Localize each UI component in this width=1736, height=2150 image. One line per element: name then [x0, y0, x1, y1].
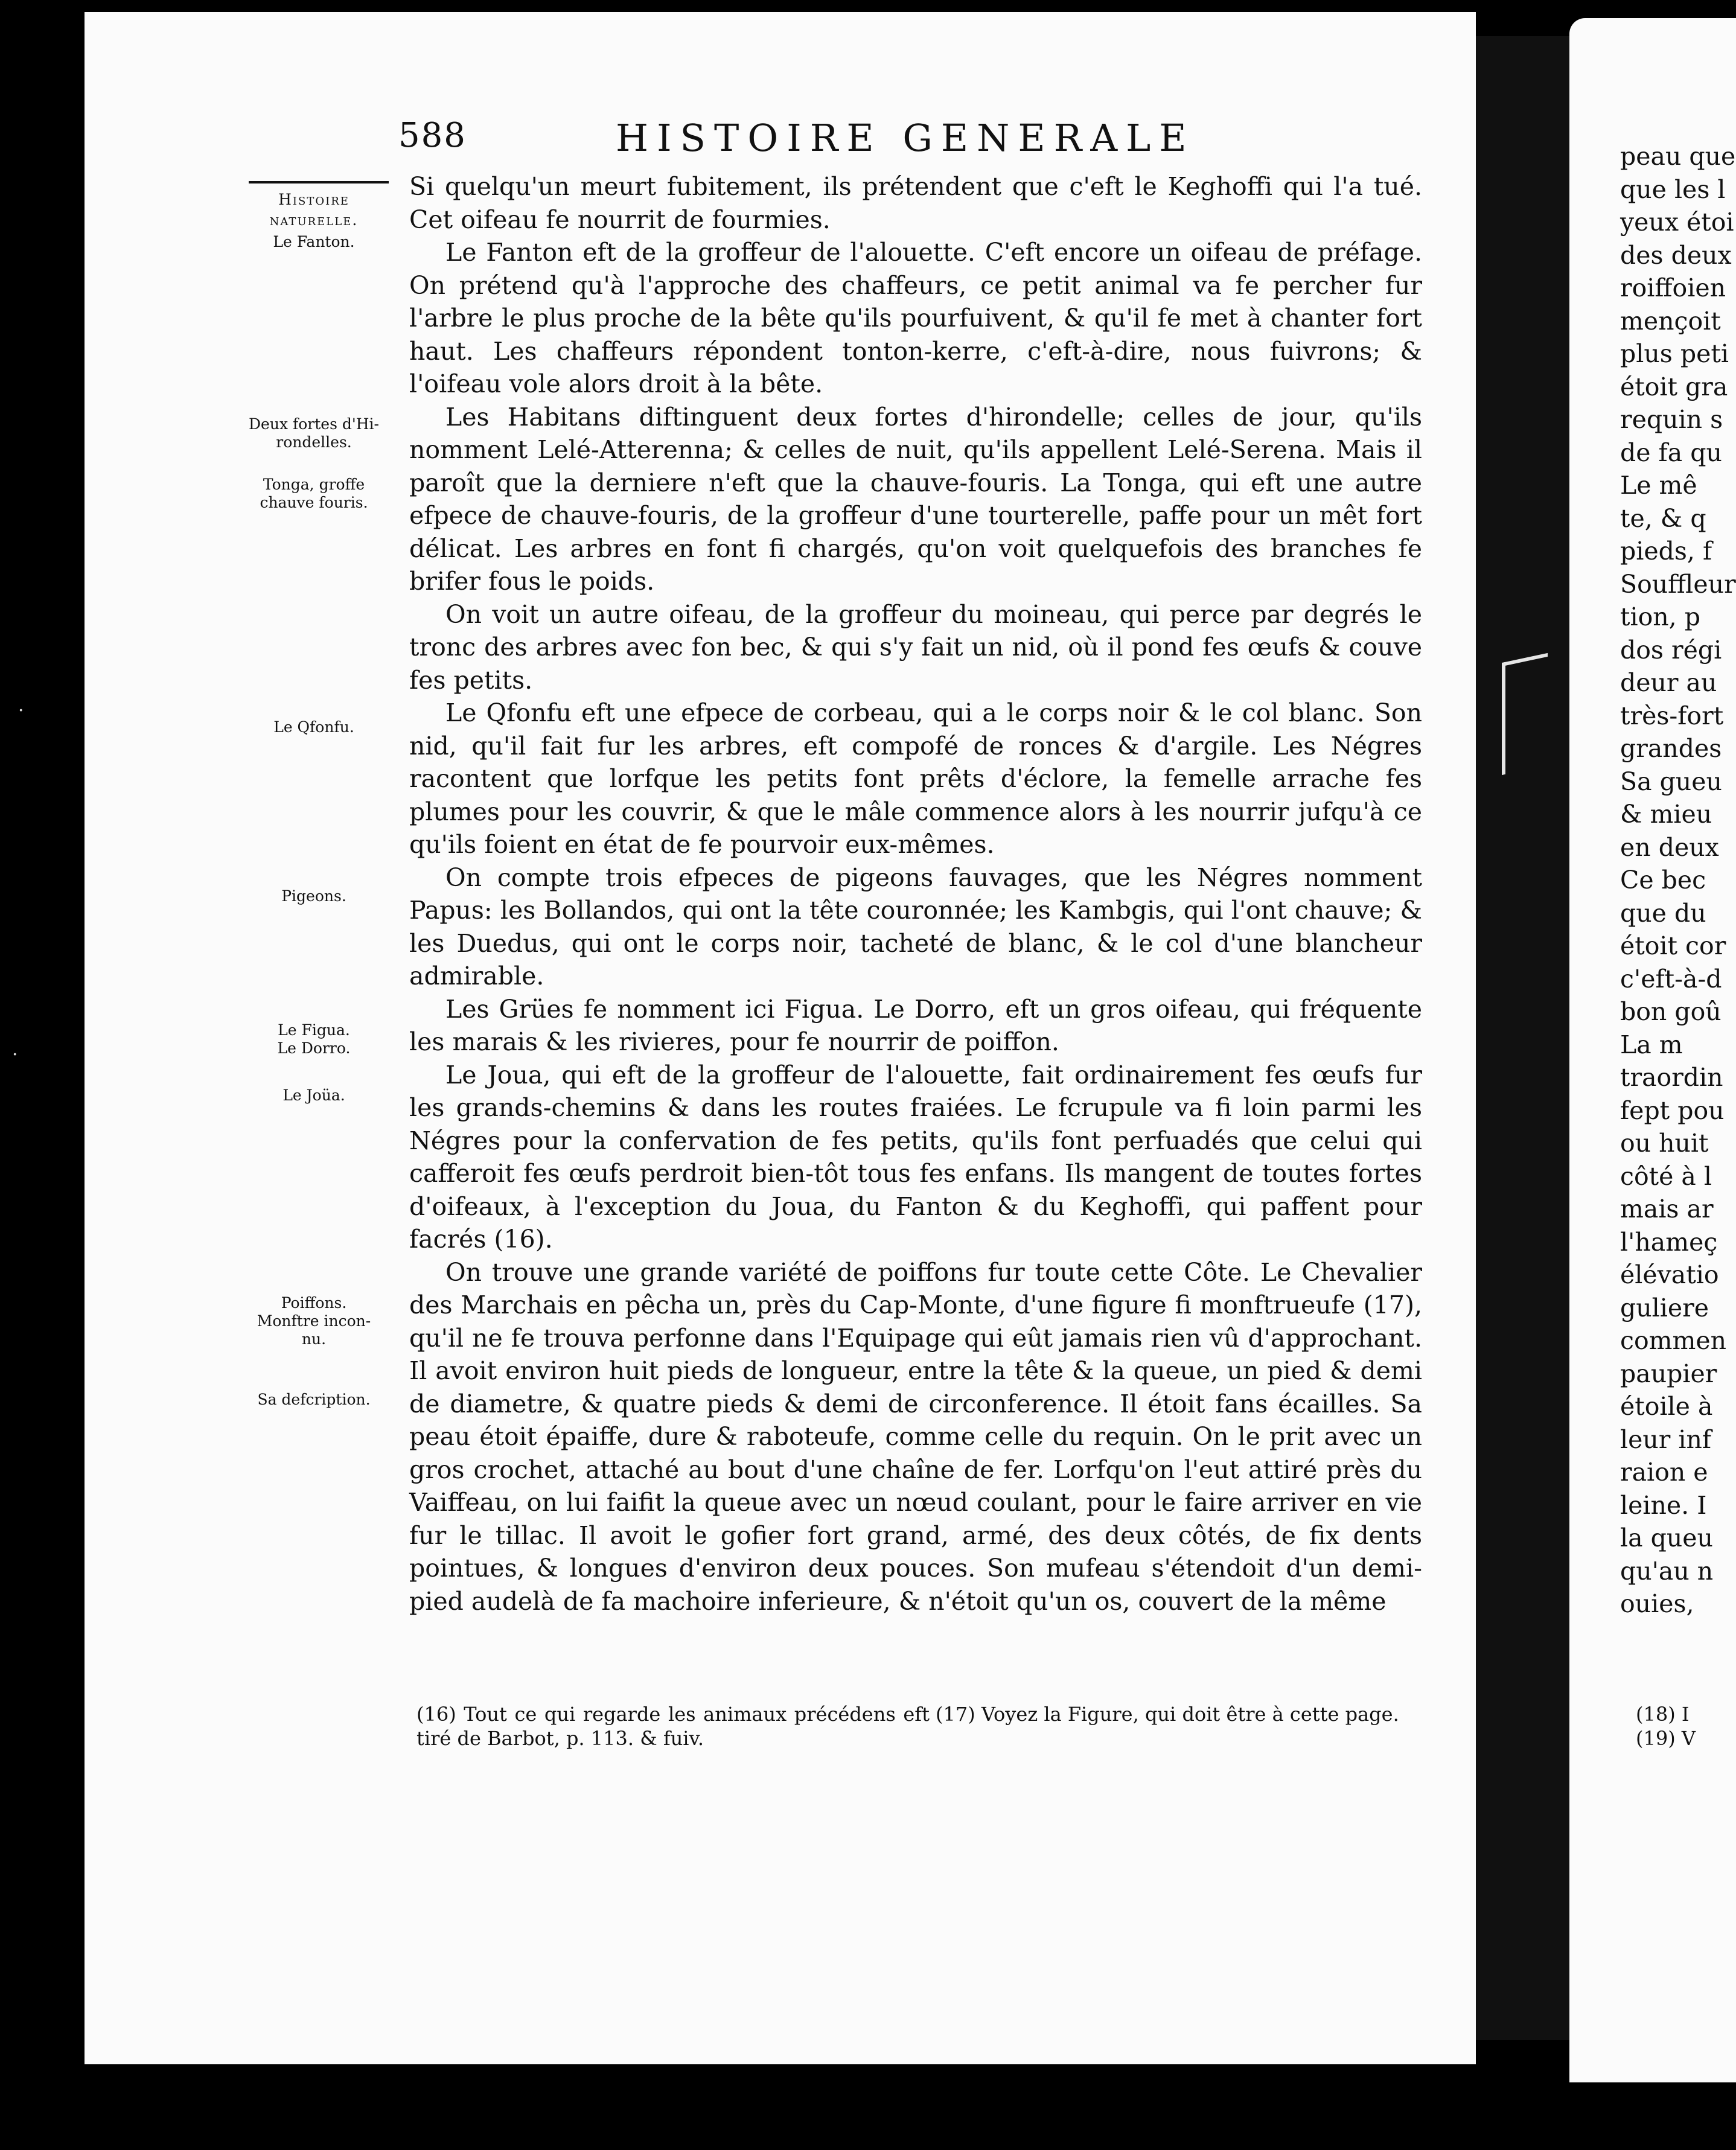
right-page-line: La m: [1620, 1030, 1683, 1059]
sidenote-figua: Le Figua.: [278, 1021, 350, 1039]
right-page-line: mençoit: [1620, 306, 1721, 336]
gutter-mark: [1502, 653, 1548, 775]
sidenote-description: Sa defcription.: [257, 1391, 371, 1408]
sidenote-naturelle: naturelle.: [269, 211, 359, 229]
sidenote-hirondelles-cont: rondelles.: [276, 433, 352, 451]
sidenote-fanton: Le Fanton.: [273, 233, 355, 250]
page-header: [398, 116, 1231, 164]
right-page-line: l'hameç: [1620, 1227, 1718, 1257]
right-page-line: étoit cor: [1620, 931, 1726, 960]
body-text: [409, 170, 1422, 1618]
right-page-footnotes: [1636, 1702, 1696, 1750]
right-page-line: requin s: [1620, 405, 1723, 434]
margin-speck: ·: [18, 700, 24, 721]
right-page-line: de fa qu: [1620, 438, 1722, 467]
right-page-line: Le mê: [1620, 471, 1697, 500]
sidenote-pigeons: Pigeons.: [281, 887, 346, 905]
sidenote-rule: [249, 181, 389, 183]
right-page-line: élévatio: [1620, 1260, 1719, 1289]
paragraph: Le Fanton eft de la groffeur de l'alouette. C'eft encore un oifeau de préfage. On prétend qu'à l'approche des chaffeurs, ce petit animal va fe percher fur l'arbre le plus proche de la bête qu'ils pourfuivent, & qu'il fe met à chanter fort haut. Les chaffeurs répondent tonton-kerre, c'eft-à-dire, nous fuivrons; & l'oifeau vole alors droit à la bête.: [409, 238, 1422, 398]
sidenote-qfonfu: Le Qfonfu.: [273, 718, 354, 736]
right-page-line: guliere: [1620, 1293, 1709, 1322]
right-page-line: plus peti: [1620, 339, 1729, 368]
right-page-line: deur au: [1620, 668, 1717, 697]
right-page-footnote: (19) V: [1636, 1727, 1696, 1750]
right-page-text: [1620, 140, 1736, 1621]
page-number: 588: [398, 116, 467, 155]
right-page-line: paupier: [1620, 1359, 1717, 1388]
paragraph: Les Grües fe nomment ici Figua. Le Dorro, eft un gros oifeau, qui fréquente les marais & les rivieres, pour fe nourrir de poiffon.: [409, 994, 1422, 1056]
right-page-line: & mieu: [1620, 800, 1712, 829]
sidenote-joua: Le Joüa.: [282, 1086, 345, 1104]
margin-speck: ·: [12, 1044, 18, 1065]
right-page-line: fept pou: [1620, 1096, 1725, 1125]
right-page-line: étoit gra: [1620, 372, 1728, 401]
sidenote-tonga-cont: chauve fouris.: [260, 494, 368, 511]
sidenote-monstre: Monftre incon-: [257, 1312, 371, 1330]
right-page-line: que du: [1620, 898, 1706, 928]
sidenote-hirondelles: Deux fortes d'Hi-: [249, 415, 379, 433]
right-page-line: tion, p: [1620, 602, 1700, 631]
footnote-17: (17) Voyez la Figure, qui doit être à cette page.: [936, 1703, 1399, 1726]
footnote-16: (16) Tout ce qui regarde les animaux précédens eft tiré de Barbot, p. 113. & fuiv.: [416, 1703, 930, 1750]
sidenote-tonga: Tonga, groffe: [263, 476, 365, 493]
paragraph: On trouve une grande variété de poiffons fur toute cette Côte. Le Chevalier des Marchais en pêcha un, près du Cap-Monte, d'une figure fi monftrueufe (17), qu'il ne fe trouva perfonne dans l'Equipage qui eût jamais rien vû d'approchant. Il avoit environ huit pieds de longueur, entre la tête & la queue, un pied & demi de diametre, & quatre pieds & demi de circonference. Il étoit fans écailles. Sa peau étoit épaiffe, dure & raboteufe, comme celle du requin. On le prit avec un gros crochet, attaché au bout d'une chaîne de fer. Lorfqu'on l'eut attiré près du Vaiffeau, on lui faifit la queue avec un nœud coulant, pour le faire arriver en vie fur le tillac. Il avoit le gofier fort grand, armé, des deux côtés, de fix dents pointues, & longues d'environ deux pouces. Son mufeau s'étendoit d'un demi-pied audelà de fa machoire inferieure, & n'étoit qu'un os, couvert de la même: [409, 1257, 1422, 1616]
right-page-line: Ce bec: [1620, 866, 1706, 895]
right-page-line: en deux: [1620, 832, 1719, 862]
right-page-line: dos régi: [1620, 635, 1722, 665]
right-page-line: c'eft-à-d: [1620, 964, 1722, 994]
right-page-line: des deux: [1620, 240, 1732, 270]
right-page-line: yeux étoi: [1620, 208, 1734, 237]
sidenote-monstre-cont: nu.: [301, 1330, 327, 1348]
right-page-line: qu'au n: [1620, 1556, 1714, 1586]
right-page-line: Souffleur: [1620, 569, 1736, 599]
right-page-line: raion e: [1620, 1458, 1708, 1487]
right-page-line: leur inf: [1620, 1424, 1712, 1454]
right-page-line: te, & q: [1620, 503, 1706, 533]
right-page-footnote: (18) I: [1636, 1703, 1690, 1726]
right-page-line: roiffoien: [1620, 273, 1726, 302]
paragraph: Le Qfonfu eft une efpece de corbeau, qui a le corps noir & le col blanc. Son nid, qu'il fait fur les arbres, eft compofé de ronces & d'argile. Les Négres racontent que lorfque les petits font prêts d'éclore, la femelle arrache fes plumes pour les couvrir, & que le mâle commence alors à les nourrir jufqu'à ce qu'ils foient en état de fe pourvoir eux-mêmes.: [409, 698, 1422, 859]
right-page-line: Sa gueu: [1620, 767, 1722, 796]
sidenote-dorro: Le Dorro.: [277, 1039, 351, 1057]
right-page-line: ouies,: [1620, 1589, 1694, 1618]
running-title: HISTOIRE GENERALE: [616, 116, 1195, 160]
gutter-shadow: [1476, 36, 1572, 2040]
right-page-line: ou huit: [1620, 1129, 1709, 1158]
right-page-line: commen: [1620, 1326, 1727, 1355]
right-page-line: traordin: [1620, 1063, 1723, 1092]
right-page-line: bon goû: [1620, 997, 1722, 1026]
right-page-line: la queu: [1620, 1523, 1713, 1552]
right-page-line: grandes: [1620, 734, 1722, 763]
paragraph: On voit un autre oifeau, de la groffeur du moineau, qui perce par degrés le tronc des arbres avec fon bec, & qui s'y fait un nid, où il pond fes œufs & couve fes petits.: [409, 599, 1422, 695]
paragraph: On compte trois efpeces de pigeons fauvages, que les Négres nomment Papus: les Bollandos, qui ont la tête couronnée; les Kambgis, qui l'ont chauve; & les Duedus, qui ont le corps noir, tacheté de blanc, & le col d'une blancheur admirable.: [409, 863, 1422, 990]
right-page-line: très-fort: [1620, 701, 1724, 730]
sidenote-poissons: Poiffons.: [281, 1294, 347, 1312]
right-page-line: mais ar: [1620, 1195, 1714, 1223]
right-page-line: peau que: [1620, 142, 1736, 171]
sidenote-histoire: Histoire: [278, 191, 349, 208]
right-page-line: leine. I: [1620, 1490, 1707, 1520]
paragraph: Si quelqu'un meurt fubitement, ils prétendent que c'eft le Keghoffi qui l'a tué. Cet oifeau fe nourrit de fourmies.: [409, 172, 1422, 234]
paragraph: Les Habitans diftinguent deux fortes d'hirondelle; celles de jour, qu'ils nomment Lelé-Atterenna; & celles de nuit, qu'ils appellent Lelé-Serena. Mais il paroît que la derniere n'eft que la chauve-fouris. La Tonga, qui eft une autre efpece de chauve-fouris, de la groffeur d'une tourterelle, paffe pour un mêt fort délicat. Les arbres en font fi chargés, qu'on voit quelquefois des branches fe brifer fous le poids.: [409, 402, 1422, 596]
right-page-line: pieds, f: [1620, 537, 1712, 566]
paragraph: Le Joua, qui eft de la groffeur de l'alouette, fait ordinairement fes œufs fur les grands-chemins & dans les routes fraiées. Le fcrupule va fi loin parmi les Négres pour la confervation de fes petits, qu'ils font perfuadés que celui qui cafferoit fes œufs perdroit bien-tôt tous fes enfans. Ils mangent de toutes fortes d'oifeaux, à l'exception du Joua, du Fanton & du Keghoffi, qui paffent pour facrés (16).: [409, 1060, 1422, 1254]
right-page-line: côté à l: [1620, 1161, 1712, 1191]
right-page-line: que les l: [1620, 174, 1726, 204]
right-page-line: étoile à: [1620, 1392, 1713, 1421]
